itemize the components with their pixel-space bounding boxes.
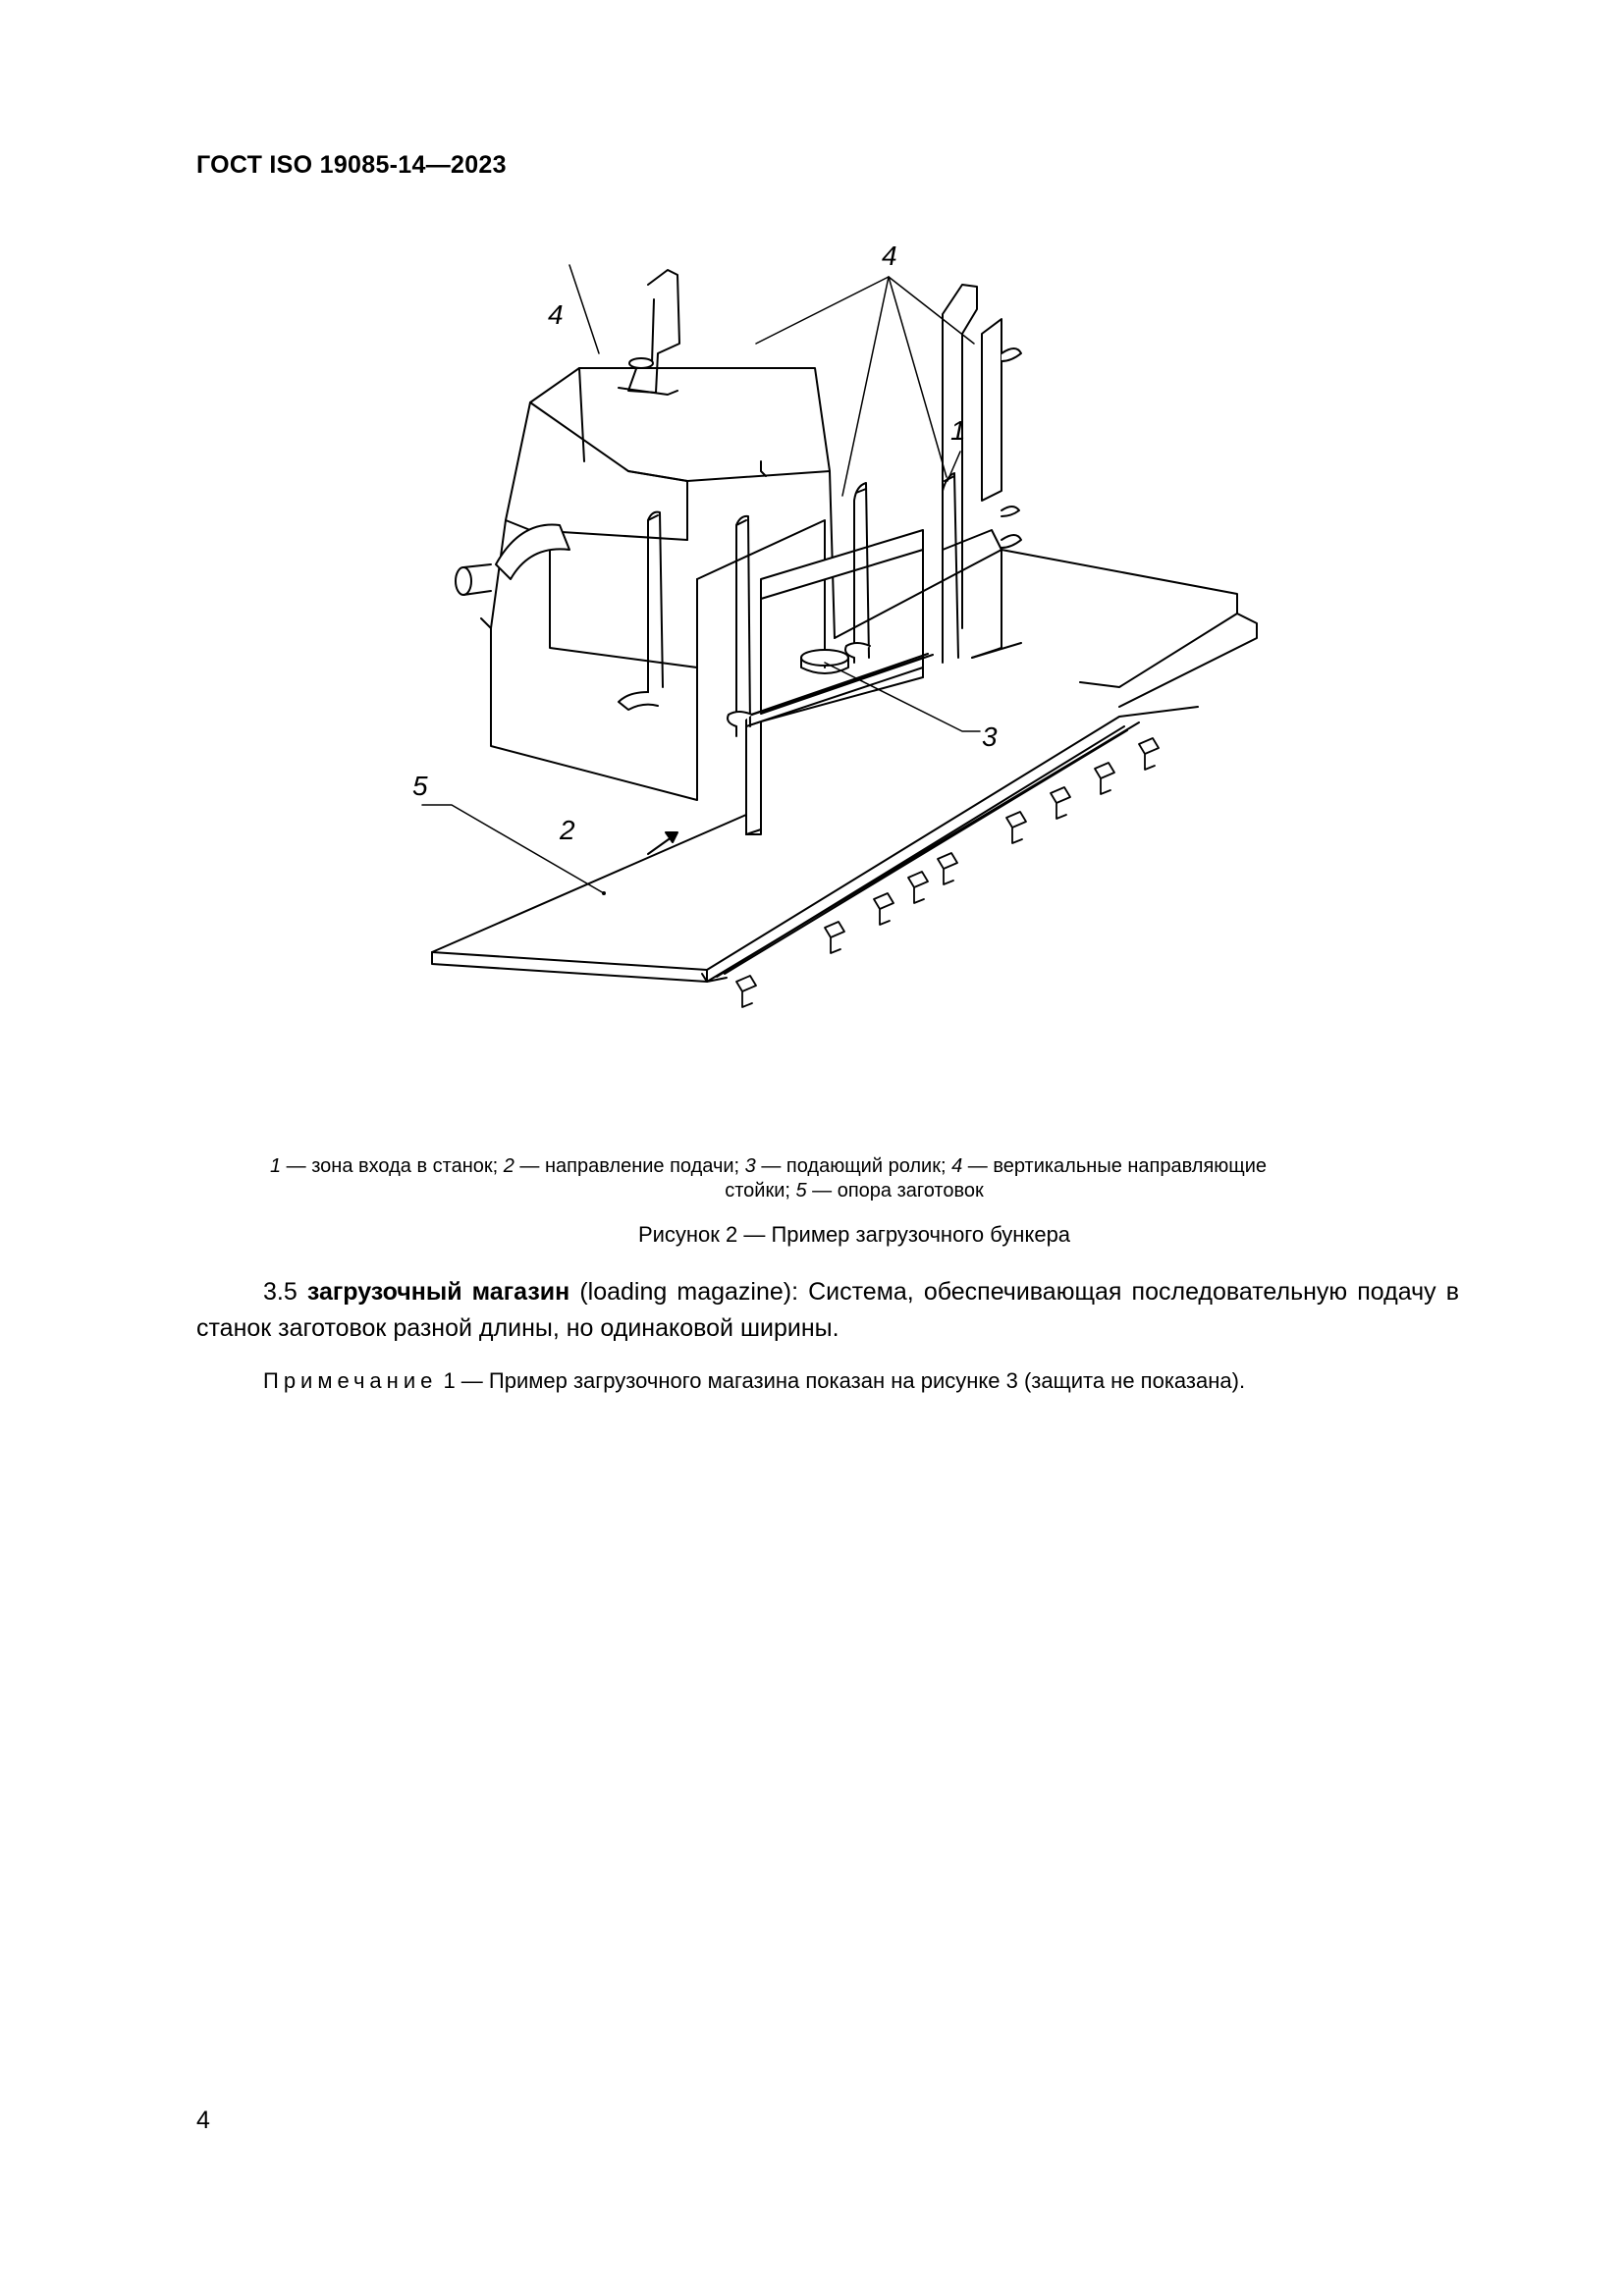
callout-2: 2 (560, 815, 575, 845)
legend-num-2: 2 (503, 1155, 514, 1177)
section-body: (loading magazine): Система, обеспечивающая последовательную подачу в станок заготовок разной длины, но одинаковой ширины. (196, 1278, 1459, 1342)
legend-text-4: — вертикальные направляющие (962, 1155, 1268, 1177)
section-number: 3.5 (263, 1278, 307, 1306)
legend-text-1: — зона входа в станок; (281, 1155, 504, 1177)
figure-caption: Рисунок 2 — Пример загрузочного бункера (637, 1222, 1071, 1247)
note (263, 1368, 1471, 1394)
legend-num-5: 5 (795, 1180, 807, 1201)
callout-4-top: 4 (882, 240, 897, 271)
note-body: 1 — Пример загрузочного магазина показан на рисунке 3 (защита не показана). (437, 1368, 1246, 1393)
legend-text-3: — подающий ролик; (755, 1155, 952, 1177)
workpiece-support (432, 815, 746, 982)
legend-num-3: 3 (744, 1155, 756, 1177)
section-3-5 (196, 1274, 1459, 1347)
hopper-drawing (412, 226, 1316, 1148)
note-label: Примечание (263, 1368, 438, 1393)
callout-3: 3 (982, 721, 998, 752)
figure-loading-hopper (412, 226, 1316, 1148)
figure-legend (270, 1154, 1438, 1203)
page-number: 4 (196, 2107, 210, 2134)
legend-text-2: — направление подачи; (514, 1155, 745, 1177)
callout-1: 1 (950, 415, 966, 446)
legend-line-2 (270, 1179, 1438, 1203)
callout-4-left: 4 (548, 299, 564, 330)
section-term: загрузочный магазин (306, 1278, 570, 1306)
callout-5: 5 (412, 771, 428, 801)
legend-text-4b: стойки; (725, 1180, 796, 1201)
guide-rail (702, 707, 1198, 1007)
legend-num-4: 4 (951, 1155, 963, 1177)
document-header: ГОСТ ISO 19085-14—2023 (196, 151, 507, 179)
leader-lines (422, 265, 980, 893)
legend-num-1: 1 (270, 1155, 282, 1177)
rear-fence (746, 530, 933, 834)
legend-text-5: — опора заготовок (806, 1180, 984, 1201)
